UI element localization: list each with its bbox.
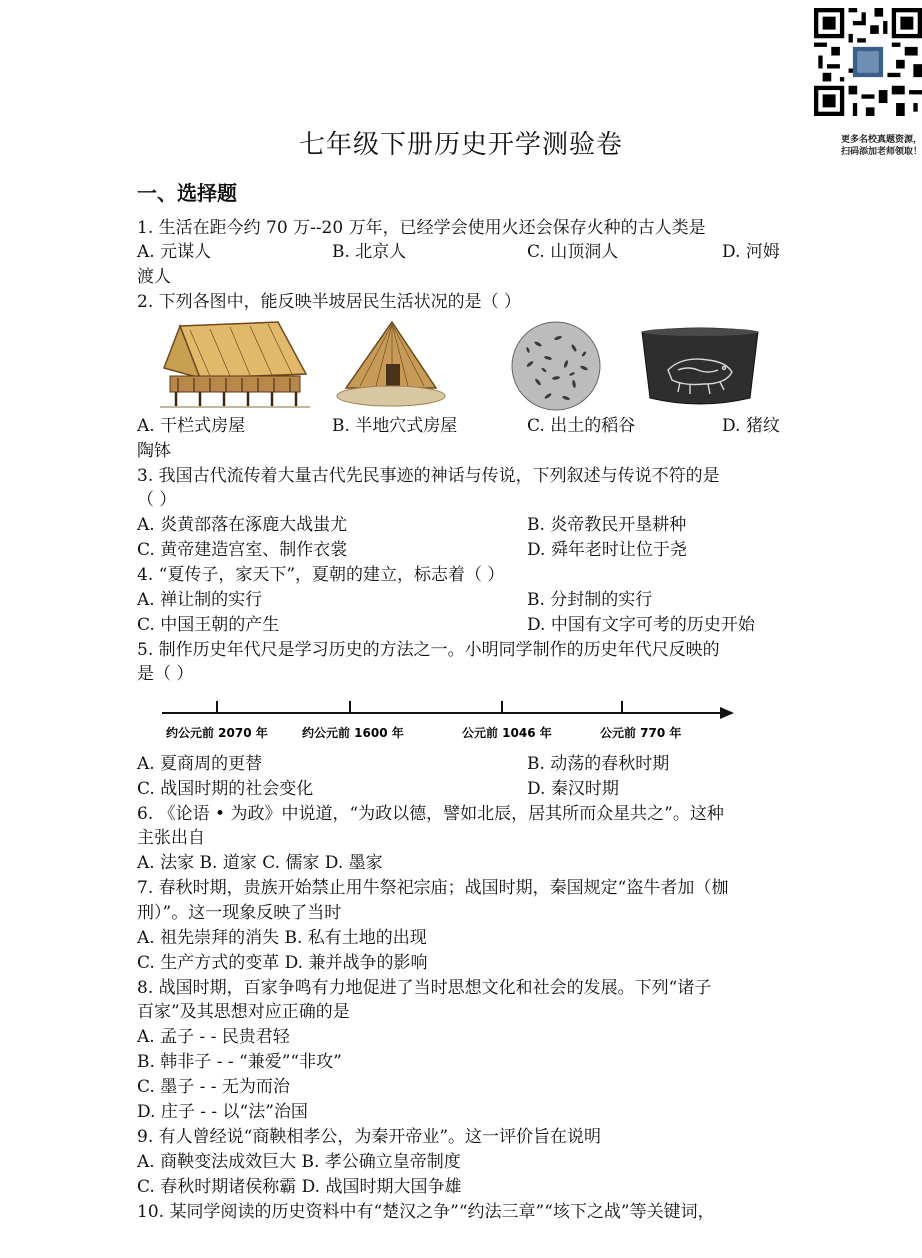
question-8-stem-continued: 百家”及其思想对应正确的是: [137, 1002, 350, 1022]
question-8-option-d: D. 庄子 - - 以“法”治国: [137, 1102, 308, 1122]
question-4-option-c: C. 中国王朝的产生: [137, 615, 280, 635]
question-3-option-a: A. 炎黄部落在涿鹿大战蚩尤: [137, 515, 348, 535]
question-5-option-a: A. 夏商周的更替: [137, 754, 263, 774]
question-5-option-c: C. 战国时期的社会变化: [137, 779, 314, 799]
question-3-option-c: C. 黄帝建造宫室、制作衣裳: [137, 540, 348, 560]
timeline-label-3: 公元前 1046 年: [462, 726, 552, 740]
question-10-stem: 10. 某同学阅读的历史资料中有“楚汉之争”“约法三章”“垓下之战”等关键词，: [137, 1202, 715, 1222]
question-4-option-d: D. 中国有文字可考的历史开始: [527, 615, 755, 635]
question-5-option-d: D. 秦汉时期: [527, 779, 619, 799]
question-8-option-b: B. 韩非子 - - “兼爱”“非攻”: [137, 1052, 342, 1072]
question-5-option-b: B. 动荡的春秋时期: [527, 754, 670, 774]
question-7-options-cd: C. 生产方式的变革 D. 兼并战争的影响: [137, 953, 428, 973]
qr-caption-line1: 更多名校真题资源，: [840, 135, 922, 145]
question-9-options-ab: A. 商鞅变法成效巨大 B. 孝公确立皇帝制度: [137, 1152, 461, 1172]
question-6-stem-continued: 主张出自: [137, 828, 205, 848]
semi-subterranean-house-image: [336, 318, 446, 410]
question-8-stem: 8. 战国时期，百家争鸣有力地促进了当时思想文化和社会的发展。下列“诸子: [137, 978, 712, 998]
timeline-ruler: [160, 695, 740, 745]
question-1-option-a: A. 元谋人: [137, 242, 212, 262]
question-9-options-cd: C. 春秋时期诸侯称霸 D. 战国时期大国争雄: [137, 1177, 462, 1197]
question-2-option-d: D. 猪纹: [722, 416, 780, 436]
question-1-option-d-continued: 渡人: [137, 267, 171, 287]
question-7-stem-continued: 刑）”。这一现象反映了当时: [137, 903, 342, 923]
qr-caption-line2: 扫码添加老师领取！: [840, 147, 922, 157]
question-2-stem: 2. 下列各图中，能反映半坡居民生活状况的是（ ）: [137, 292, 522, 312]
question-5-stem: 5. 制作历史年代尺是学习历史的方法之一。小明同学制作的历史年代尺反映的: [137, 640, 720, 660]
question-3-option-d: D. 舜年老时让位于尧: [527, 540, 687, 560]
question-2-option-b: B. 半地穴式房屋: [332, 416, 458, 436]
question-4-option-a: A. 禅让制的实行: [137, 590, 263, 610]
qr-code-icon: [814, 8, 922, 116]
question-7-stem: 7. 春秋时期，贵族开始禁止用牛祭祀宗庙；战国时期，秦国规定“盗牛者加（枷: [137, 878, 729, 898]
question-4-stem: 4. “夏传子，家天下”，夏朝的建立，标志着（ ）: [137, 565, 505, 585]
question-1-option-d: D. 河姆: [722, 242, 780, 262]
question-2-option-a: A. 干栏式房屋: [137, 416, 246, 436]
timeline-label-1: 约公元前 2070 年: [166, 726, 268, 740]
question-1-option-c: C. 山顶洞人: [527, 242, 619, 262]
question-5-stem-continued: 是（ ）: [137, 664, 194, 684]
timeline-label-2: 约公元前 1600 年: [302, 726, 404, 740]
question-2-option-c: C. 出土的稻谷: [527, 416, 636, 436]
question-2-option-d-continued: 陶钵: [137, 441, 171, 461]
timeline-label-4: 公元前 770 年: [600, 726, 682, 740]
stilt-house-image: [160, 318, 310, 410]
pig-pattern-pottery-image: [638, 326, 762, 410]
unearthed-rice-image: [508, 320, 604, 412]
qr-code: [812, 8, 922, 130]
question-3-stem-continued: （ ）: [137, 490, 177, 510]
question-1-stem: 1. 生活在距今约 70 万--20 万年，已经学会使用火还会保存火种的古人类是: [137, 218, 706, 238]
page-title: 七年级下册历史开学测验卷: [298, 130, 623, 160]
question-1-option-b: B. 北京人: [332, 242, 407, 262]
question-8-option-c: C. 墨子 - - 无为而治: [137, 1077, 290, 1097]
question-6-stem: 6. 《论语 • 为政》中说道，“为政以德，譬如北辰，居其所而众星共之”。这种: [137, 804, 724, 824]
question-3-stem: 3. 我国古代流传着大量古代先民事迹的神话与传说，下列叙述与传说不符的是: [137, 466, 720, 486]
question-8-option-a: A. 孟子 - - 民贵君轻: [137, 1027, 290, 1047]
question-4-option-b: B. 分封制的实行: [527, 590, 653, 610]
question-7-options-ab: A. 祖先崇拜的消失 B. 私有土地的出现: [137, 928, 427, 948]
question-6-options: A. 法家 B. 道家 C. 儒家 D. 墨家: [137, 853, 383, 873]
question-3-option-b: B. 炎帝教民开垦耕种: [527, 515, 687, 535]
section-heading: 一、选择题: [137, 181, 237, 205]
question-9-stem: 9. 有人曾经说“商鞅相孝公，为秦开帝业”。这一评价旨在说明: [137, 1127, 602, 1147]
